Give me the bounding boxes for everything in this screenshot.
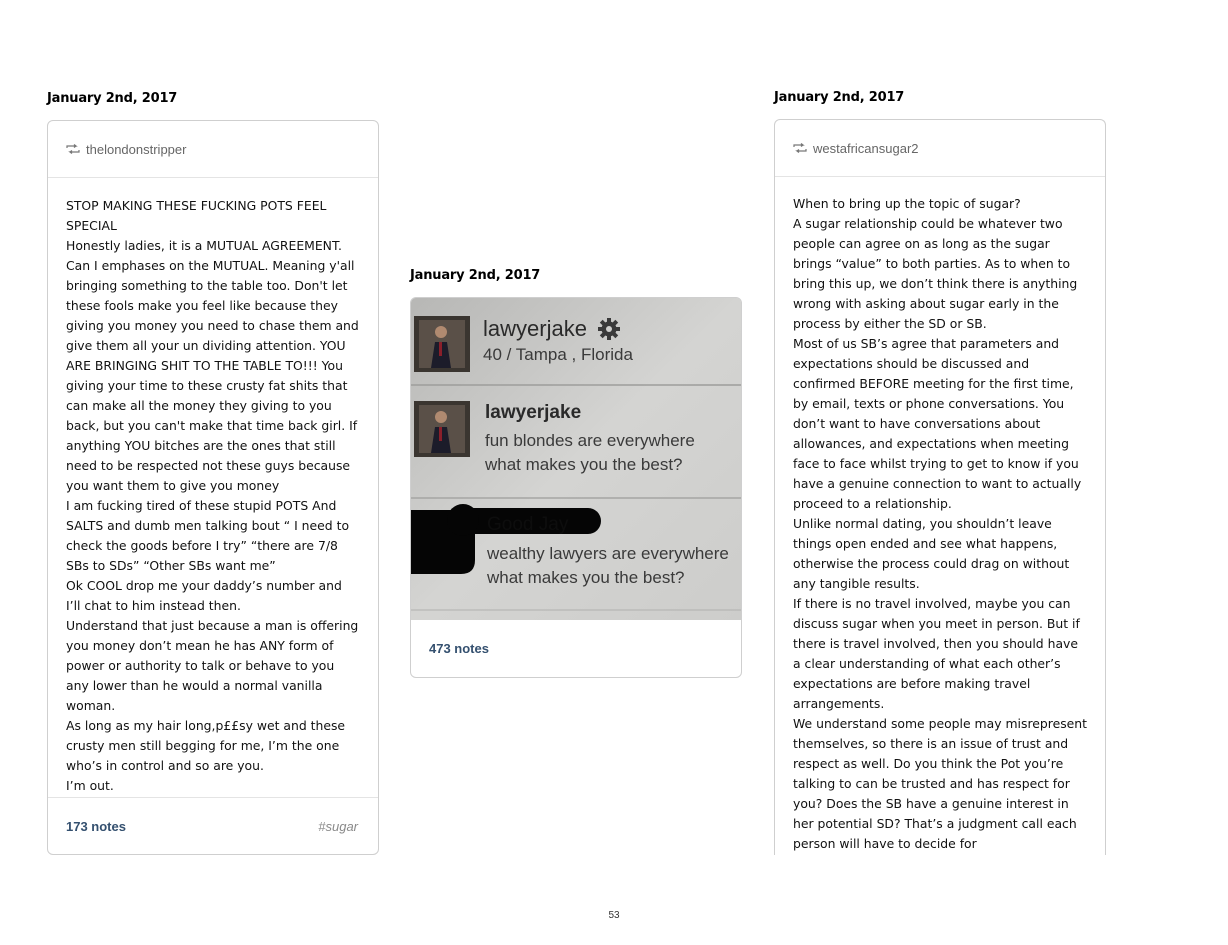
post-card xyxy=(47,120,379,855)
page-number: 53 xyxy=(608,910,620,921)
post-date: January 2nd, 2017 xyxy=(774,90,905,105)
photo-message: what makes you the best? xyxy=(485,455,683,474)
post-paragraph: Most of us SB’s agree that parameters and expectations should be discussed and confirmed BEFORE meeting for the first time, by email, texts or phone conversations. You don’t want to have conversations about allowances, and expectations when meeting face to face whilst trying to get to know if you have a genuine connection to want to actually proceed to a relationship. xyxy=(793,336,1082,511)
post-footer xyxy=(48,797,378,854)
post-paragraph: STOP MAKING THESE FUCKING POTS FEEL SPECIAL xyxy=(66,198,327,233)
post-date: January 2nd, 2017 xyxy=(47,91,178,106)
post-paragraph: Ok COOL drop me your daddy’s number and I’ll chat to him instead then. xyxy=(66,578,342,613)
post-header xyxy=(48,121,378,178)
post-paragraph: We understand some people may misrepresent themselves, so there is an issue of trust and respect as well. Do you think the Pot you’re talking to can be trusted and has respect for you? Does the SB have a genuine interest in her potential SD? That’s a judgment call each person will have to decide for xyxy=(793,716,1087,851)
photo-username: lawyerjake xyxy=(485,402,582,423)
post-card xyxy=(774,119,1106,859)
post-paragraph: Unlike normal dating, you shouldn’t leave things open ended and see what happens, otherwise the process could drag on without any tangible results. xyxy=(793,516,1070,591)
post-paragraph: I’m out. xyxy=(66,778,114,793)
post-photo[interactable] xyxy=(411,298,742,620)
reblog-icon xyxy=(66,144,80,154)
post-header xyxy=(775,120,1105,177)
post-paragraph: When to bring up the topic of sugar? xyxy=(793,196,1021,211)
notes-count[interactable]: 173 notes xyxy=(66,818,126,834)
page-cutoff xyxy=(770,855,1110,865)
post-body xyxy=(48,178,378,806)
avatar xyxy=(414,316,470,372)
photo-location: 40 / Tampa , Florida xyxy=(483,345,633,364)
photo-username: lawyerjake xyxy=(483,316,587,341)
photo-message: what makes you the best? xyxy=(487,568,685,587)
post-username[interactable]: westafricansugar2 xyxy=(813,140,919,156)
photo-username: Good Jay xyxy=(487,514,569,535)
avatar xyxy=(414,401,470,457)
post-paragraph: A sugar relationship could be whatever two people can agree on as long as the sugar brings “value” to both parties. As to when to bring this up, we don’t think there is anything wrong with asking about sugar early in the process by either the SD or SB. xyxy=(793,216,1078,331)
post-body xyxy=(775,177,1105,859)
post-card xyxy=(410,297,742,678)
notes-count[interactable]: 473 notes xyxy=(429,641,489,656)
photo-message: wealthy lawyers are everywhere xyxy=(487,544,729,563)
post-paragraph: I am fucking tired of these stupid POTS And SALTS and dumb men talking bout “ I need to check the goods before I try” “there are 7/8 SBs to SDs” “Other SBs want me” xyxy=(66,498,350,573)
post-footer xyxy=(411,620,741,677)
profile-screenshot-image xyxy=(411,298,742,620)
photo-message: fun blondes are everywhere xyxy=(485,431,695,450)
post-paragraph: Understand that just because a man is offering you money don’t mean he has ANY form of power or authority to talk or behave to you any lower than he would a normal vanilla woman. xyxy=(66,618,359,713)
post-paragraph: Honestly ladies, it is a MUTUAL AGREEMENT. Can I emphases on the MUTUAL. Meaning y'all bringing something to the table too. Don't let these fools make you feel like because they giving you money you need to chase them and give them all your un dividing attention. YOU ARE BRINGING SHIT TO THE TABLE TO!!! You giving your time to these crusty fat shits that can make all the money they giving to you back, but you can't make that time back girl. If anything YOU bitches are the ones that still need to be respected not these guys because you want them to give you money xyxy=(66,238,359,493)
post-tag[interactable]: #sugar xyxy=(318,818,358,834)
post-date: January 2nd, 2017 xyxy=(410,268,541,283)
post-username[interactable]: thelondonstripper xyxy=(86,141,187,157)
post-paragraph: As long as my hair long,p££sy wet and these crusty men still begging for me, I’m the one who’s in control and so are you. xyxy=(66,718,346,773)
gear-icon xyxy=(598,318,620,340)
post-paragraph: If there is no travel involved, maybe you can discuss sugar when you meet in person. But if there is travel involved, then you should have a clear understanding of what each other’s expectations are before making travel arrangements. xyxy=(793,596,1080,711)
reblog-icon xyxy=(793,143,807,153)
